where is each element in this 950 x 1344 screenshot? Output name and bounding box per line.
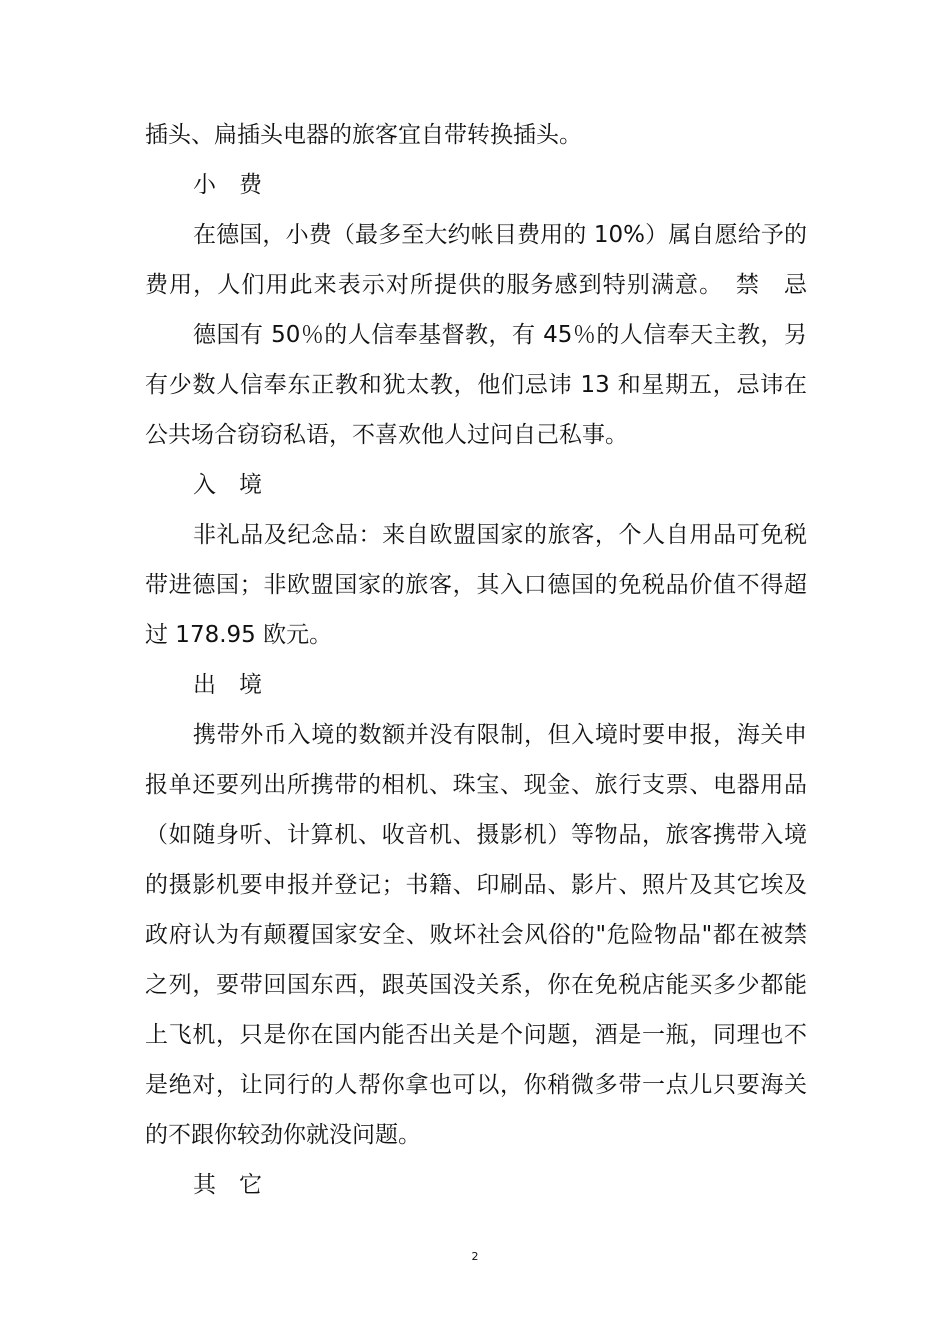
page-number: 2 xyxy=(471,1250,479,1263)
text-line: 报单还要列出所携带的相机、珠宝、现金、旅行支票、电器用品 xyxy=(145,772,807,798)
text-line: 插头、扁插头电器的旅客宜自带转换插头。 xyxy=(145,122,582,148)
section-heading-exit: 出 境 xyxy=(193,672,262,698)
section-heading-other: 其 它 xyxy=(193,1172,262,1198)
text-line: 德国有 50％的人信奉基督教，有 45％的人信奉天主教，另 xyxy=(193,322,807,348)
section-heading-tips: 小 费 xyxy=(193,172,262,198)
text-line: 带进德国；非欧盟国家的旅客，其入口德国的免税品价值不得超 xyxy=(145,572,807,598)
section-heading-entry: 入 境 xyxy=(193,472,262,498)
body-text xyxy=(145,110,807,1210)
text-line: 的不跟你较劲你就没问题。 xyxy=(145,1122,421,1148)
text-line: 公共场合窃窃私语，不喜欢他人过问自己私事。 xyxy=(145,422,628,448)
text-line: 非礼品及纪念品：来自欧盟国家的旅客，个人自用品可免税 xyxy=(193,522,807,548)
text-line: 上飞机，只是你在国内能否出关是个问题，酒是一瓶，同理也不 xyxy=(145,1022,807,1048)
text-line: 在德国，小费（最多至大约帐目费用的 10%）属自愿给予的 xyxy=(193,222,807,248)
text-line: 之列，要带回国东西，跟英国没关系，你在免税店能买多少都能 xyxy=(145,972,807,998)
text-line: （如随身听、计算机、收音机、摄影机）等物品，旅客携带入境 xyxy=(145,822,807,848)
text-line: 费用，人们用此来表示对所提供的服务感到特别满意。 禁 忌 xyxy=(145,272,807,298)
text-line: 的摄影机要申报并登记；书籍、印刷品、影片、照片及其它埃及 xyxy=(145,872,807,898)
text-line: 携带外币入境的数额并没有限制，但入境时要申报，海关申 xyxy=(193,722,807,748)
text-line: 有少数人信奉东正教和犹太教，他们忌讳 13 和星期五，忌讳在 xyxy=(145,372,807,398)
text-line: 过 178.95 欧元。 xyxy=(145,622,333,648)
text-line: 政府认为有颠覆国家安全、败坏社会风俗的"危险物品"都在被禁 xyxy=(145,922,807,948)
text-line: 是绝对，让同行的人帮你拿也可以，你稍微多带一点儿只要海关 xyxy=(145,1072,807,1098)
